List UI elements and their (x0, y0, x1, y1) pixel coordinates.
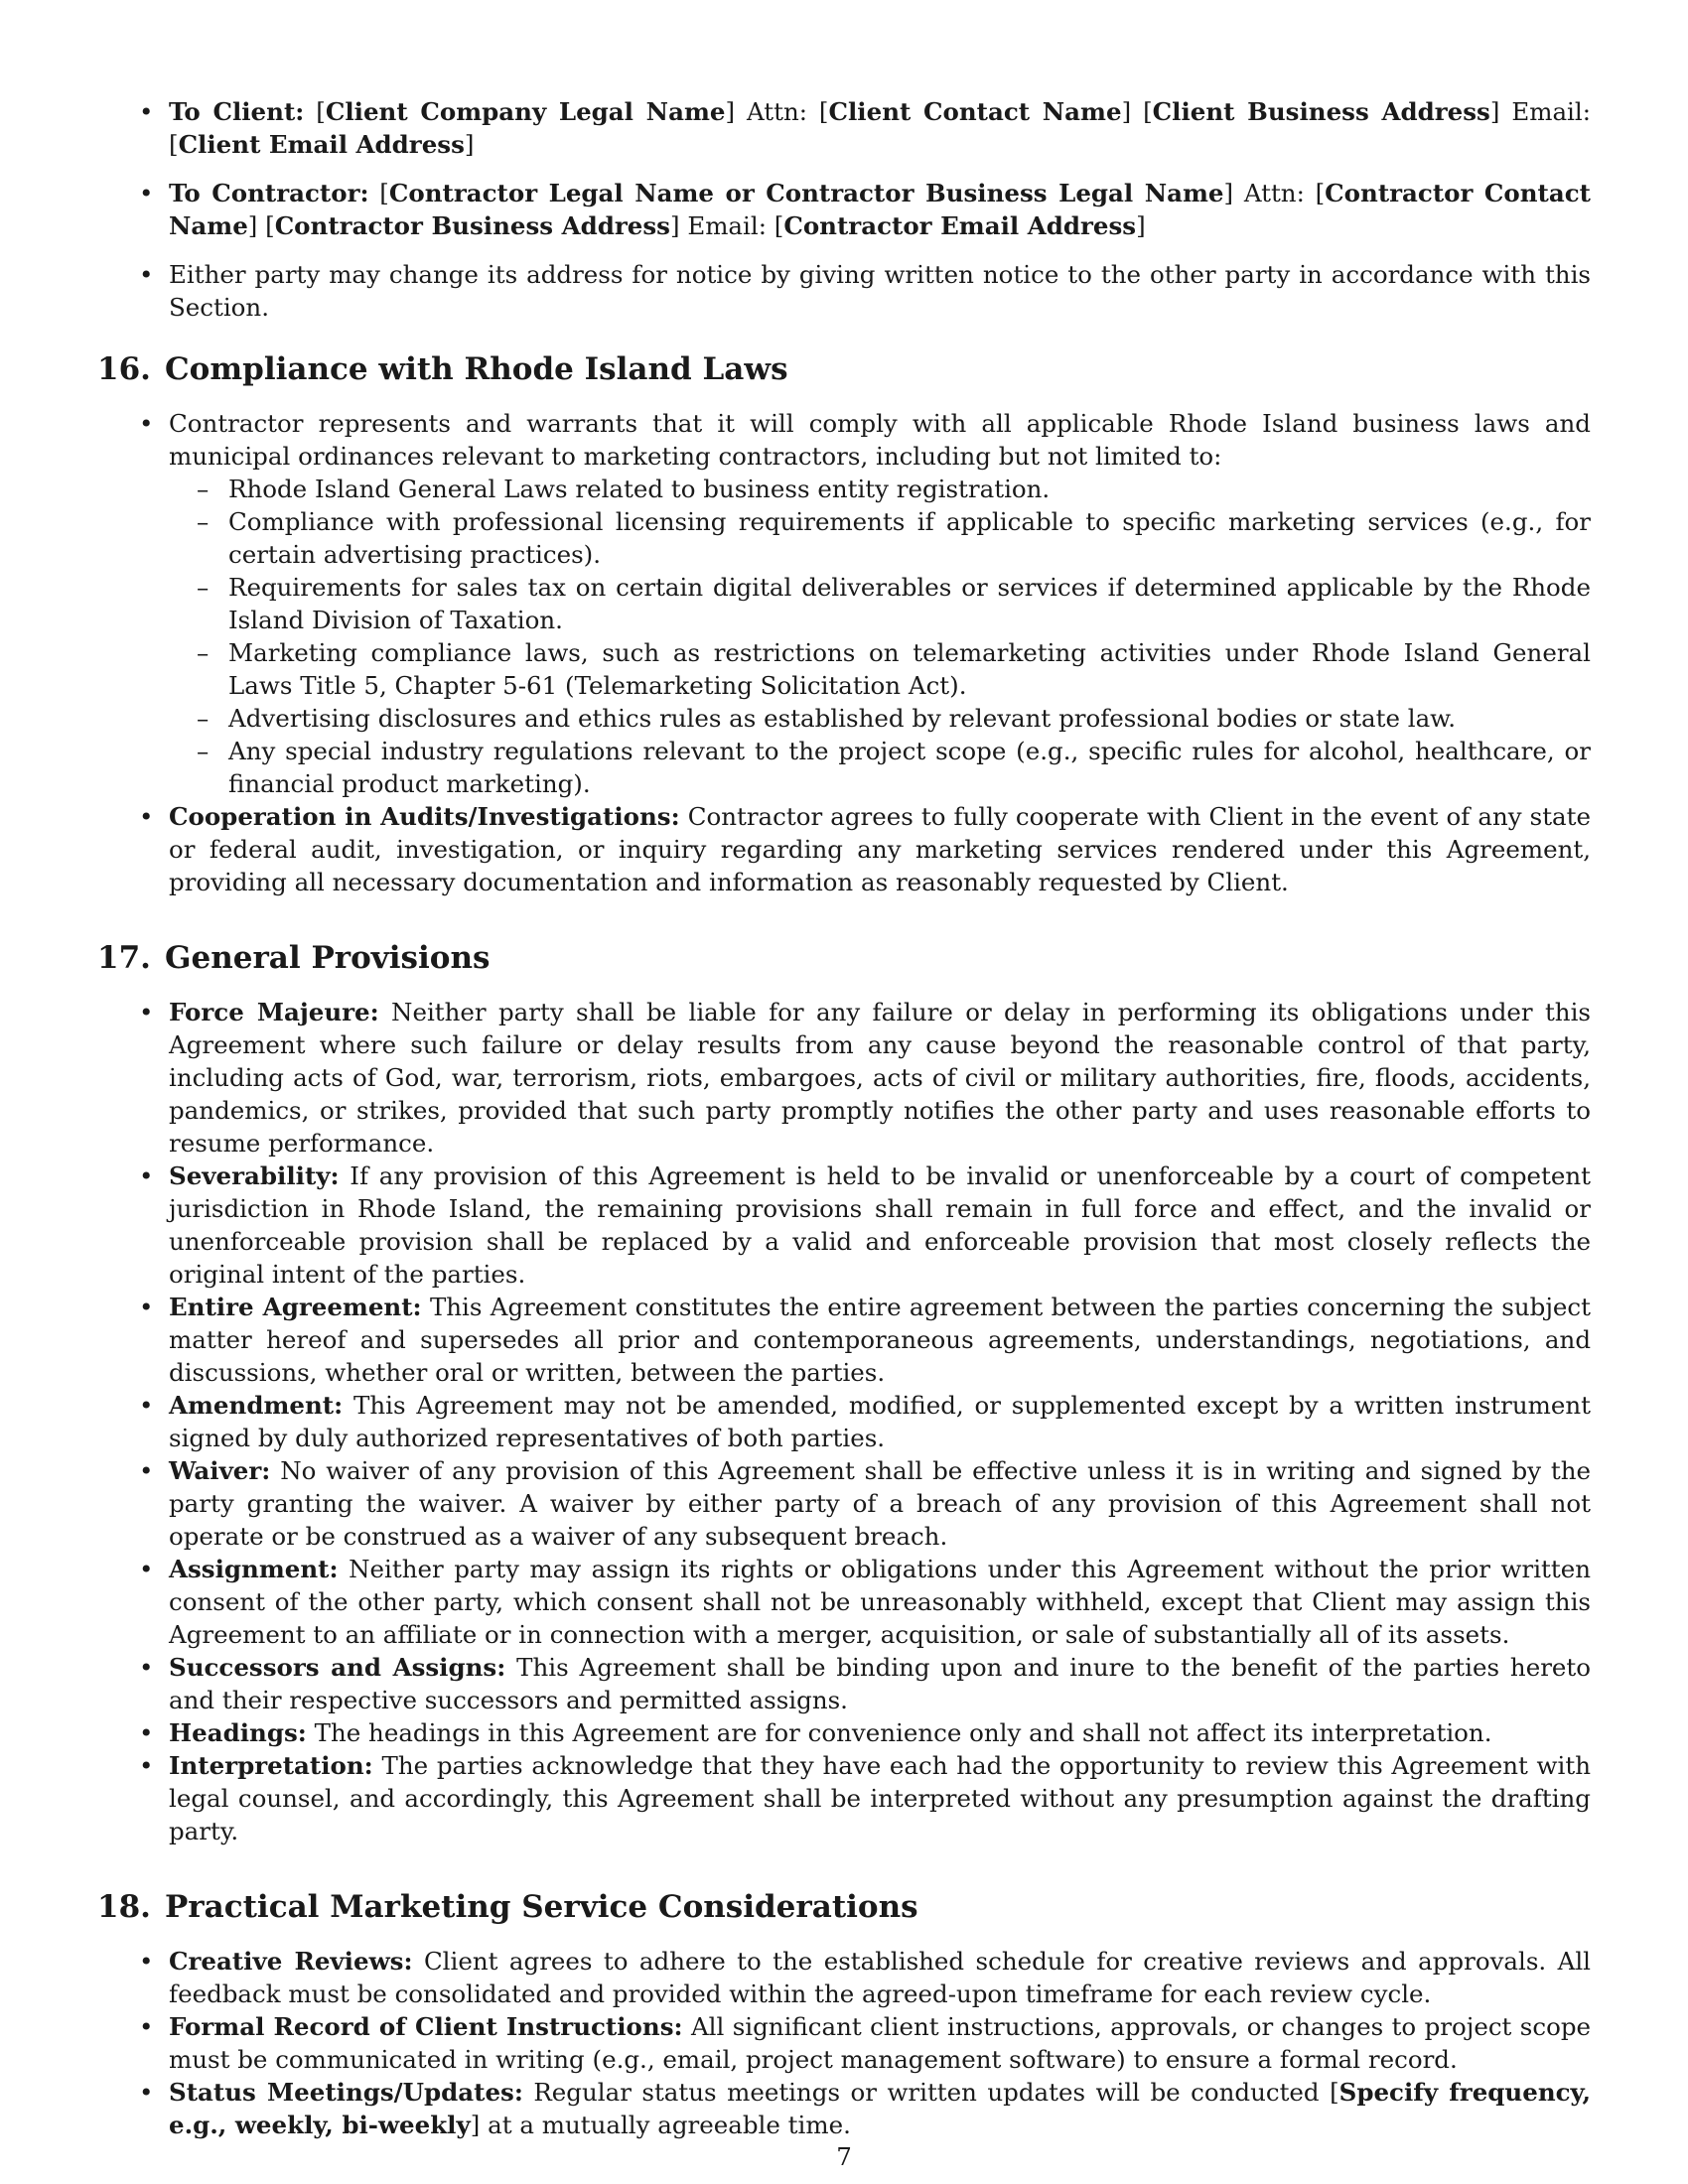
contractor-contact-placeholder: Contractor Contact Name (169, 179, 1591, 240)
client-contact-placeholder: Client Contact Name (828, 97, 1122, 126)
provision-text: Neither party may assign its rights or obligations under this Agreement without the prior written consent of the other party, which consent shall not be unreasonably withheld, except that Client may assign this Agreement to an affiliate or in connection with a merger, acquisition, or sale of substantially all of its assets. (169, 1555, 1591, 1649)
change-address-text: Either party may change its address for notice by giving written notice to the other party in accordance with this Section. (169, 260, 1591, 322)
provision-text: No waiver of any provision of this Agreement shall be effective unless it is in writing and signed by the party granting the waiver. A waiver by either party of a breach of any provision of this Agreement shall not operate or be construed as a waiver of any subsequent breach. (169, 1456, 1591, 1551)
sub-list-item: – Compliance with professional licensing requirements if applicable to specific marketing services (e.g., for certain advertising practices). (169, 505, 1591, 571)
provision-text: Neither party shall be liable for any failure or delay in performing its obligations under this Agreement where such failure or delay results from any cause beyond the reasonable control of that party, including acts of God, war, terrorism, riots, embargoes, acts of civil or military authorities, fire, floods, accidents, pandemics, or strikes, provided that such party promptly notifies the other party and uses reasonable efforts to resume performance. (169, 998, 1591, 1158)
page-number: 7 (836, 2142, 852, 2171)
frequency-placeholder: Specify frequency, e.g., weekly, bi-weekly (169, 2078, 1591, 2139)
provision-term: Force Majeure: (169, 998, 379, 1026)
sub-list-item: – Requirements for sales tax on certain digital deliverables or services if determined applicable by the Rhode Island Division of Taxation. (169, 571, 1591, 636)
section-16 (97, 349, 1591, 898)
sub-list-item: – Any special industry regulations relevant to the project scope (e.g., specific rules for alcohol, healthcare, or financial product marketing). (169, 735, 1591, 800)
notice-contractor-item: • To Contractor: [Contractor Legal Name or Contractor Business Legal Name] Attn: [Contractor Contact Name] [Contractor Business Address] Email: [Contractor Email Address] (97, 177, 1591, 242)
consideration-term: Formal Record of Client Instructions: (169, 2012, 683, 2041)
provision-term: Assignment: (169, 1555, 339, 1583)
section-18 (97, 1887, 1591, 2141)
section-16-number: 16. (97, 351, 151, 387)
list-item (97, 407, 1591, 800)
list-item (97, 1454, 1591, 1553)
notice-addresses-list (97, 95, 1591, 324)
section-16-intro: Contractor represents and warrants that it will comply with all applicable Rhode Island business laws and municipal ordinances relevant to marketing contractors, including but not limited to: (169, 409, 1591, 471)
section-17 (97, 938, 1591, 1847)
consideration-text: Client agrees to adhere to the established schedule for creative reviews and approvals. All feedback must be consolidated and provided within the agreed-upon timeframe for each review cycle. (169, 1947, 1592, 2008)
status-meetings-text: Regular status meetings or written updates will be conducted (533, 2078, 1320, 2107)
consideration-text: All significant client instructions, approvals, or changes to project scope must be communicated in writing (e.g., email, project management software) to ensure a formal record. (169, 2012, 1591, 2074)
notice-client-label: To Client: (169, 97, 305, 126)
audits-text: Contractor agrees to fully cooperate with Client in the event of any state or federal audit, investigation, or inquiry regarding any marketing services rendered under this Agreement, providing all necessary documentation and information as reasonably requested by Client. (169, 802, 1592, 896)
notice-contractor-label: To Contractor: (169, 179, 369, 207)
contractor-email-label: Email: (687, 211, 767, 240)
section-18-heading (97, 1887, 1591, 1927)
section-18-list (97, 1945, 1591, 2141)
section-18-number: 18. (97, 1889, 151, 1925)
provision-text: This Agreement may not be amended, modified, or supplemented except by a written instrument signed by duly authorized representatives of both parties. (169, 1391, 1591, 1452)
provision-text: The headings in this Agreement are for convenience only and shall not affect its interpretation. (314, 1718, 1492, 1747)
status-meetings-term: Status Meetings/Updates: (169, 2078, 523, 2107)
client-address-placeholder: Client Business Address (1152, 97, 1490, 126)
list-item (97, 1160, 1591, 1291)
provision-text: This Agreement shall be binding upon and inure to the benefit of the parties hereto and their respective successors and permitted assigns. (169, 1653, 1591, 1714)
consideration-term: Creative Reviews: (169, 1947, 413, 1976)
contractor-attn-label: Attn: (1243, 179, 1305, 207)
provision-text: This Agreement constitutes the entire agreement between the parties concerning the subject matter hereof and supersedes all prior and contemporaneous agreements, understandings, negotiations, and discussions, whether oral or written, between the parties. (169, 1293, 1591, 1387)
sub-list-item: – Marketing compliance laws, such as restrictions on telemarketing activities under Rhode Island General Laws Title 5, Chapter 5-61 (Telemarketing Solicitation Act). (169, 636, 1591, 702)
status-meetings-text-end: at a mutually agreeable time. (488, 2111, 851, 2139)
provision-term: Waiver: (169, 1456, 271, 1485)
provision-text: The parties acknowledge that they have each had the opportunity to review this Agreement with legal counsel, and accordingly, this Agreement shall be interpreted without any presumption against the drafting party. (169, 1751, 1591, 1845)
list-item (97, 1389, 1591, 1454)
list-item (97, 1716, 1591, 1749)
provision-term: Interpretation: (169, 1751, 373, 1780)
contractor-name-placeholder: Contractor Legal Name or Contractor Business Legal Name (388, 179, 1224, 207)
provision-term: Entire Agreement: (169, 1293, 422, 1321)
section-16-list (97, 407, 1591, 898)
list-item (97, 800, 1591, 898)
provision-term: Severability: (169, 1161, 340, 1190)
list-item (97, 2010, 1591, 2076)
list-item (97, 996, 1591, 1160)
section-18-title: Practical Marketing Service Considerations (165, 1889, 918, 1925)
client-email-placeholder: Client Email Address (178, 130, 465, 159)
section-16-title: Compliance with Rhode Island Laws (165, 351, 788, 387)
contractor-address-placeholder: Contractor Business Address (274, 211, 670, 240)
provision-text: If any provision of this Agreement is held to be invalid or unenforceable by a court of competent jurisdiction in Rhode Island, the remaining provisions shall remain in full force and effect, and the invalid or unenforceable provision shall be replaced by a valid and enforceable provision that most closely reflects the original intent of the parties. (169, 1161, 1591, 1289)
client-attn-label: Attn: (746, 97, 807, 126)
section-17-title: General Provisions (165, 940, 491, 976)
section-17-heading (97, 938, 1591, 978)
provision-term: Headings: (169, 1718, 307, 1747)
client-name-placeholder: Client Company Legal Name (325, 97, 726, 126)
list-item (97, 1291, 1591, 1389)
notice-change-address-item (97, 258, 1591, 324)
list-item (97, 1651, 1591, 1716)
document-content (97, 95, 1591, 2141)
audits-term: Cooperation in Audits/Investigations: (169, 802, 680, 831)
client-email-label: Email: (1511, 97, 1591, 126)
list-item: • Status Meetings/Updates: Regular status meetings or written updates will be conducted [Specify frequency, e.g., weekly, bi-weekly] at a mutually agreeable time. (97, 2076, 1591, 2141)
section-17-number: 17. (97, 940, 151, 976)
list-item (97, 1553, 1591, 1651)
sub-list-item: – Rhode Island General Laws related to business entity registration. (169, 473, 1591, 505)
list-item (97, 1945, 1591, 2010)
sub-list-item: – Advertising disclosures and ethics rules as established by relevant professional bodies or state law. (169, 702, 1591, 735)
section-16-sublist (169, 473, 1591, 800)
contractor-email-placeholder: Contractor Email Address (783, 211, 1137, 240)
provision-term: Amendment: (169, 1391, 344, 1420)
notice-client-item: • To Client: [Client Company Legal Name] Attn: [Client Contact Name] [Client Business Address] Email: [Client Email Address] (97, 95, 1591, 161)
section-17-list (97, 996, 1591, 1847)
provision-term: Successors and Assigns: (169, 1653, 506, 1682)
section-16-heading (97, 349, 1591, 389)
list-item (97, 1749, 1591, 1847)
